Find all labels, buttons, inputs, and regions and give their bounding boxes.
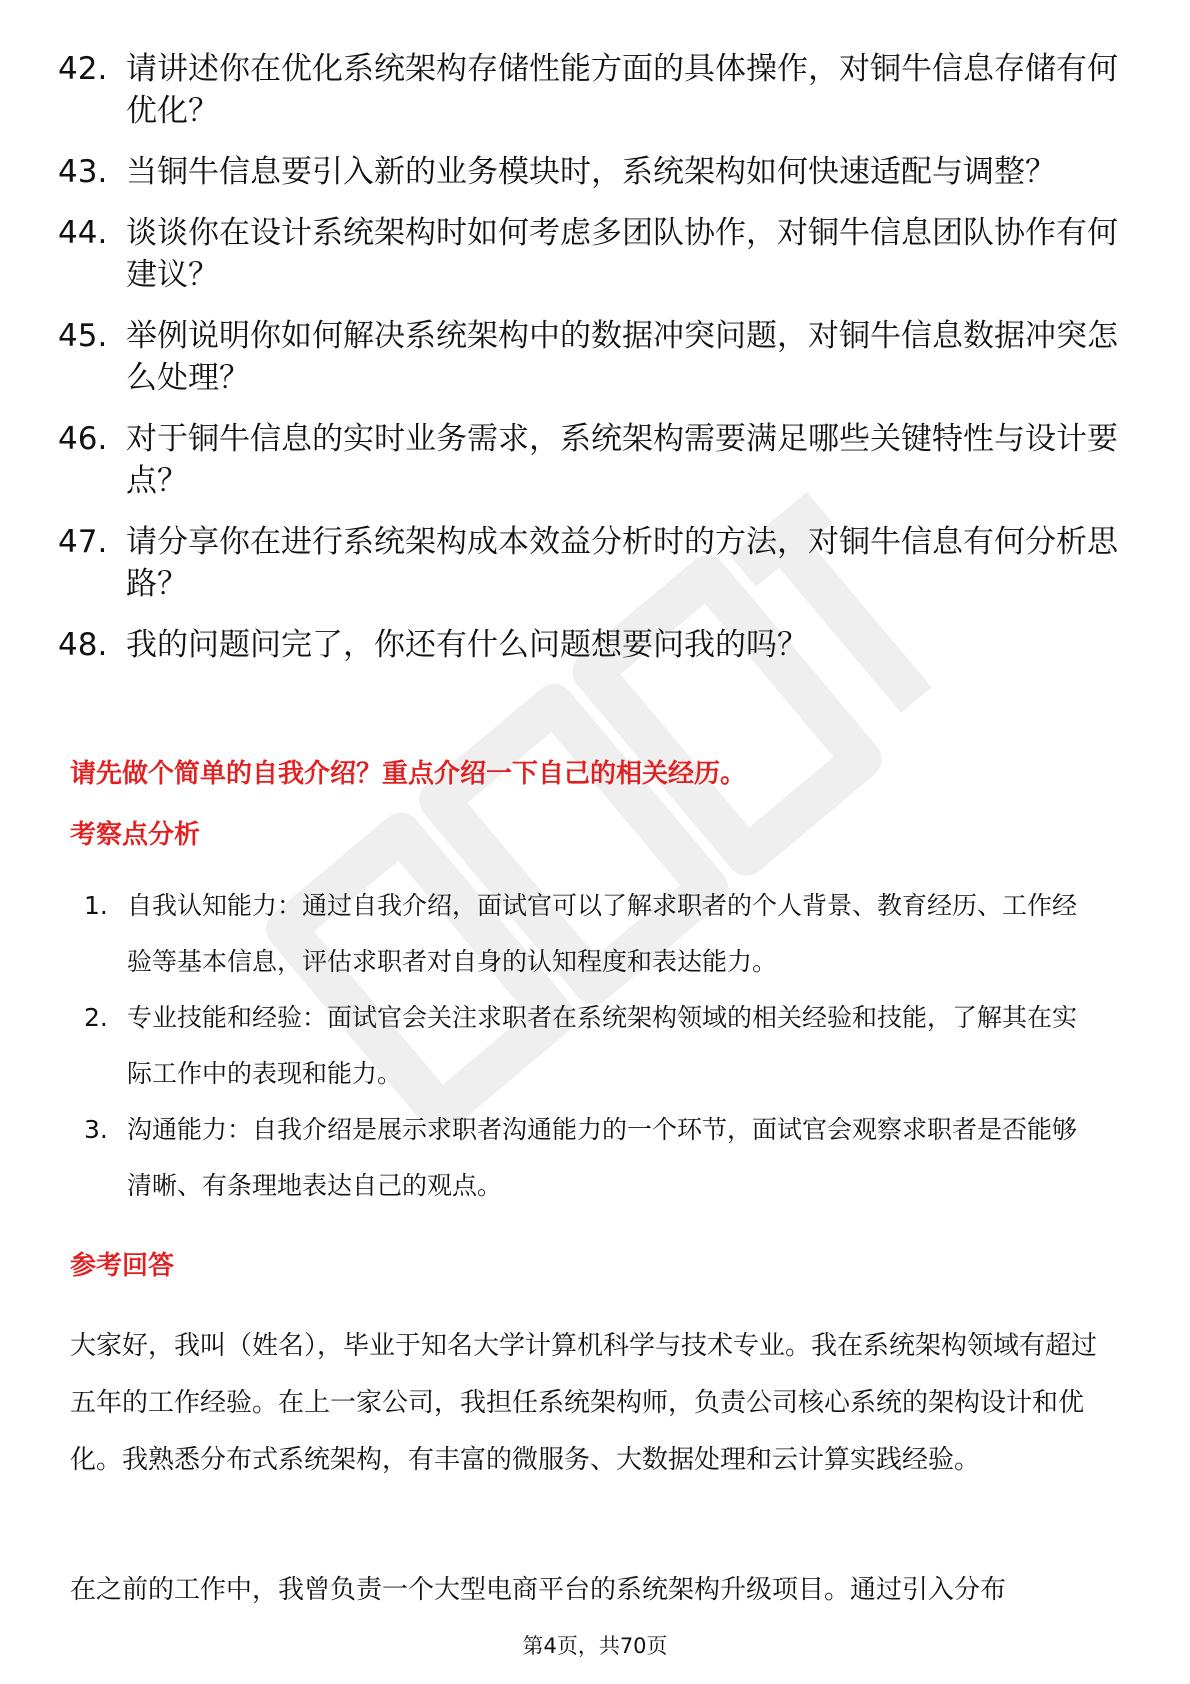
question-number: 43. (58, 154, 108, 190)
question-text: 当铜牛信息要引入新的业务模块时，系统架构如何快速适配与调整？ (126, 154, 1056, 190)
question-number: 48. (58, 627, 108, 663)
question-text: 举例说明你如何解决系统架构中的数据冲突问题，对铜牛信息数据冲突怎么处理？ (126, 318, 1118, 396)
question-text: 谈谈你在设计系统架构时如何考虑多团队协作，对铜牛信息团队协作有何建议？ (126, 215, 1118, 293)
answer-paragraph: 大家好，我叫（姓名），毕业于知名大学计算机科学与技术专业。我在系统架构领域有超过五年的工作经验。在上一家公司，我担任系统架构师，负责公司核心系统的架构设计和优化。我熟悉分布式系统架构，有丰富的微服务、大数据处理和云计算实践经验。 (70, 1331, 1098, 1475)
question-number: 47. (58, 524, 108, 560)
answer-paragraph: 在之前的工作中，我曾负责一个大型电商平台的系统架构升级项目。通过引入分布 (70, 1575, 1007, 1605)
question-item (58, 212, 1118, 296)
question-item (58, 521, 1118, 605)
analysis-text: 专业技能和经验：面试官会关注求职者在系统架构领域的相关经验和技能，了解其在实际工作中的表现和能力。 (127, 1003, 1078, 1088)
question-number: 46. (58, 421, 108, 457)
analysis-heading: 考察点分析 (70, 820, 201, 850)
intro-question-heading: 请先做个简单的自我介绍？重点介绍一下自己的相关经历。 (70, 759, 747, 789)
question-text: 对于铜牛信息的实时业务需求，系统架构需要满足哪些关键特性与设计要点？ (126, 421, 1118, 499)
question-item (58, 151, 1118, 193)
question-list (58, 48, 1118, 685)
question-number: 44. (58, 215, 108, 251)
analysis-item (84, 1102, 1094, 1214)
question-text: 请分享你在进行系统架构成本效益分析时的方法，对铜牛信息有何分析思路？ (126, 524, 1118, 602)
question-item (58, 48, 1118, 132)
analysis-item (84, 990, 1094, 1102)
answer-heading: 参考回答 (70, 1251, 175, 1281)
analysis-text: 自我认知能力：通过自我介绍，面试官可以了解求职者的个人背景、教育经历、工作经验等基本信息，评估求职者对自身的认知程度和表达能力。 (127, 891, 1078, 976)
question-item (58, 624, 1118, 666)
analysis-item (84, 878, 1094, 990)
page-footer: 第4页，共70页 (522, 1634, 668, 1658)
question-item (58, 418, 1118, 502)
question-number: 42. (58, 51, 108, 87)
analysis-number: 2. (84, 1003, 108, 1032)
question-number: 45. (58, 318, 108, 354)
analysis-text: 沟通能力：自我介绍是展示求职者沟通能力的一个环节，面试官会观察求职者是否能够清晰、有条理地表达自己的观点。 (127, 1115, 1078, 1200)
question-text: 请讲述你在优化系统架构存储性能方面的具体操作，对铜牛信息存储有何优化？ (126, 51, 1118, 129)
question-item (58, 315, 1118, 399)
analysis-number: 3. (84, 1115, 108, 1144)
analysis-number: 1. (84, 891, 108, 920)
question-text: 我的问题问完了，你还有什么问题想要问我的吗？ (126, 627, 808, 663)
analysis-list (84, 878, 1094, 1214)
